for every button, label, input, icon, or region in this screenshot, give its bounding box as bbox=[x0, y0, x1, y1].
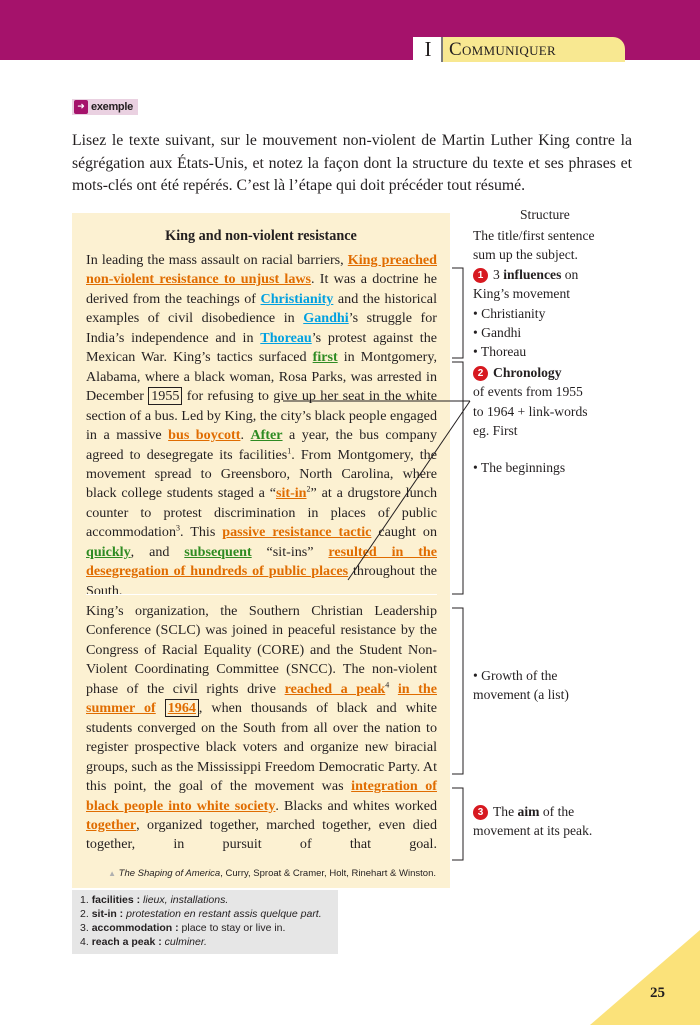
number-badge: 2 bbox=[473, 366, 488, 381]
footnote-ref: 2 bbox=[306, 484, 311, 494]
intro-paragraph: Lisez le texte suivant, sur le mouvement non-violent de Martin Luther King contre la ségrégation aux États-Unis, et notez la façon dont la structure du texte et ses phrases et mots-clés ont été repérés. C’est là l’étape qui doit précéder tout résumé. bbox=[72, 132, 632, 194]
footnote-ref: 3 bbox=[176, 523, 181, 533]
number-badge: 3 bbox=[473, 805, 488, 820]
keyword: Gandhi bbox=[303, 310, 349, 327]
keyword: integration of black people into white society bbox=[86, 778, 437, 814]
text-title: King and non-violent resistance bbox=[165, 228, 357, 244]
paragraph-2: King’s organization, the Southern Christian Leadership Conference (SCLC) was joined in peaceful resistance by the Congress of Racial Equality (CORE) and the Student Non-Violent Coordinating Committee (SNCC). The non-violent phase of the civil rights drive reached a peak$^4$ in the summer of 1964 , when thousands of black and white students converged on the South from all over the nation to register prospective black voters and organize new biracial groups, such as the Mississippi Freedom Democratic Party. At this point, the goal of the movement was integration of black people into white society. Blacks and whites worked together, organized together, marched together, even died together, in pursuit of that goal. bbox=[86, 603, 438, 853]
keyword: Thoreau bbox=[260, 329, 312, 346]
keyword: subsequent bbox=[184, 543, 252, 560]
footnote: 2. sit-in : protestation en restant assis quelque part. bbox=[80, 908, 322, 920]
keyword: passive resistance tactic bbox=[222, 524, 372, 541]
keyword: King preached non-violent resistance to unjust laws bbox=[86, 252, 437, 288]
keyword: bus boycott bbox=[168, 427, 241, 444]
exemple-label: exemple bbox=[91, 101, 133, 113]
keyword: in the summer of bbox=[86, 680, 437, 717]
paragraph-1: In leading the mass assault on racial barriers, King preached non-violent resistance to unjust laws. It was a doctrine he derived from the teachings of Christianity and the historical examples of civil disobedience in Gandhi’s struggle for India’s independence and in Thoreau’s protest against the Mexican War. King’s tactics surfaced first in Montgomery, Alabama, where a black woman, Rosa Parks, was arrested in December 1955 for refusing to give up her seat in the white section of a bus. Led by King, the city’s black people engaged in a massive bus boycott. After a year, the bus company agreed to desegregate its facilities$^1$. From Montgomery, the movement spread to Greensboro, North Carolina, where black college students staged a “$sit-in^2$” at a drugstore lunch counter to protest discrimination in places of public accommodation$^3$. This passive resistance tactic caught on quickly, and subsequent “sit-ins” resulted in the desegregation of hundreds of public places throughout the South. bbox=[86, 252, 438, 599]
keyword: sit-in bbox=[275, 485, 307, 502]
number-badge: 1 bbox=[473, 268, 488, 283]
source-citation: ▲ The Shaping of America, Curry, Sproat & Cramer, Holt, Rinehart & Winston. bbox=[108, 868, 436, 879]
footnote-ref: 4 bbox=[385, 680, 390, 690]
keyword: first bbox=[312, 349, 338, 366]
keyword: After bbox=[250, 427, 283, 444]
structure-heading: Structure bbox=[520, 207, 570, 222]
chapter-title: Communiquer bbox=[449, 39, 556, 60]
keyword: together bbox=[86, 816, 137, 833]
structure-beginnings: • The beginnings bbox=[473, 460, 566, 475]
footnote-ref: 1 bbox=[287, 445, 292, 455]
structure-aim: 3 The aim of the movement at its peak. bbox=[473, 804, 593, 839]
page-number: 25 bbox=[650, 985, 665, 1001]
structure-influences: 1 3 influences on King’s movement • Christianity • Gandhi • Thoreau bbox=[473, 267, 579, 360]
keyword: quickly bbox=[86, 543, 131, 560]
structure-growth: • Growth of the movement (a list) bbox=[473, 668, 569, 703]
keyword: resulted in the desegregation of hundreds of public places bbox=[86, 543, 437, 580]
arrow-right-icon: ➜ bbox=[74, 100, 88, 114]
footnote: 3. accommodation : place to stay or live in. bbox=[80, 922, 286, 934]
chapter-number: I bbox=[424, 37, 432, 61]
boxed-date-1964: 1964 bbox=[165, 699, 199, 717]
footnote: 1. facilities : lieux, installations. bbox=[80, 894, 229, 906]
title-note: The title/first sentence sum up the subject. bbox=[473, 228, 595, 263]
footnote: 4. reach a peak : culminer. bbox=[80, 936, 207, 948]
keyword: reached a peak bbox=[284, 680, 386, 697]
structure-chronology: 2 Chronology of events from 1955 to 1964 + link-words eg. First bbox=[473, 365, 588, 438]
keyword: Christianity bbox=[260, 290, 334, 307]
boxed-date-1955: 1955 bbox=[148, 387, 182, 405]
triangle-icon: ▲ bbox=[108, 869, 117, 878]
